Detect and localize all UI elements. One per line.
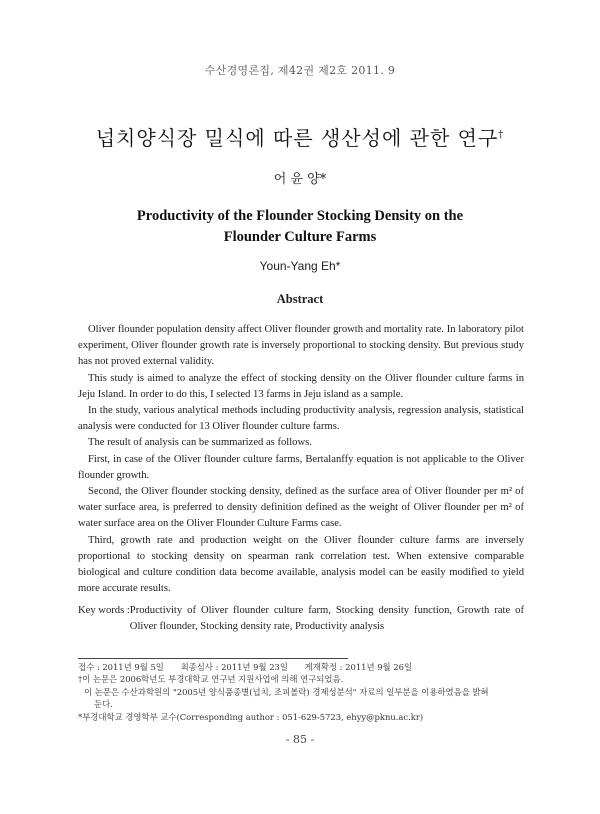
abstract-heading: Abstract xyxy=(276,292,324,306)
title-english-line1: Productivity of the Flounder Stocking Density on the xyxy=(136,208,464,224)
abstract-paragraph: First, in case of the Oliver flounder culture farms, Bertalanffy equation is not applicable to the Oliver flounder growth. xyxy=(78,453,524,481)
journal-header: 수산경영론집, 제42권 제2호 2011. 9 xyxy=(204,64,396,77)
author-korean: 어 윤 양* xyxy=(273,172,327,187)
abstract-body xyxy=(78,322,524,597)
abstract-paragraph: This study is aimed to analyze the effect of stocking density on the Oliver flounder culture farms in Jeju Island. In order to do this, I selected 13 farms in Jeju island as a sample. xyxy=(78,372,524,400)
footnote-dates xyxy=(78,661,524,673)
abstract-paragraph: Second, the Oliver flounder stocking density, defined as the surface area of Oliver flounder per m² of water surface area, is preferred to density definition defined as the weight of Oliver flounder per m² of water surface area on the Oliver Flounder Culture Farms case. xyxy=(78,486,524,530)
abstract-paragraph: In the study, various analytical methods including productivity analysis, regression analysis, statistical analysis were conducted for 13 Oliver flounder culture farms. xyxy=(78,405,524,433)
title-korean-text: 넙치양식장 밀식에 따른 생산성에 관한 연구 xyxy=(95,126,499,150)
keywords xyxy=(78,603,524,635)
keywords-label: Key words : xyxy=(78,605,130,616)
page-number: - 85 - xyxy=(285,733,315,746)
abstract-paragraph: Third, growth rate and production weight on the Oliver flounder culture farms are inversely proportional to stocking density on spearman rank correlation test. When extensive comparable biological and culture condition data become available, analysis model can be easily modified to yield more accurate results. xyxy=(78,534,524,595)
author-english: Youn-Yang Eh* xyxy=(259,259,341,273)
footnote-data-source-cont: 둔다. xyxy=(94,699,113,710)
keywords-text: Productivity of Oliver flounder culture farm, Stocking density function, Growth rate of Oliver flounder, Stocking density rate, Productivity analysis xyxy=(129,605,524,633)
abstract-paragraph: The result of analysis can be summarized as follows. xyxy=(88,437,312,449)
title-english xyxy=(0,206,600,248)
abstract-paragraph: Oliver flounder population density affect Oliver flounder growth and mortality rate. In laboratory pilot experiment, Oliver flounder growth rate is inversely proportional to stocking density. But previous study has not proved external validity. xyxy=(78,324,524,368)
footnote-funding: †이 논문은 2006학년도 부경대학교 연구년 지원사업에 의해 연구되었음. xyxy=(78,674,344,685)
title-english-line2: Flounder Culture Farms xyxy=(223,229,377,245)
title-dagger: † xyxy=(498,129,505,141)
footnotes xyxy=(78,661,524,723)
footnote-data-source: 이 논문은 수산과학원의 "2005년 양식품종별(넙치, 조피볼락) 경제성분석" 자료의 일부분을 이용하였음을 밝혀 xyxy=(84,686,489,697)
accepted-date: 게재확정 : 2011년 9월 26일 xyxy=(304,662,413,672)
footnote-corresponding-author: *부경대학교 경영학부 교수(Corresponding author : 051-629-5723, ehyy@pknu.ac.kr) xyxy=(78,711,424,722)
title-korean xyxy=(0,122,600,151)
footnote-divider xyxy=(78,658,348,659)
received-date: 접수 : 2011년 9월 5일 xyxy=(78,662,164,672)
reviewed-date: 최종심사 : 2011년 9월 23일 xyxy=(180,662,288,672)
